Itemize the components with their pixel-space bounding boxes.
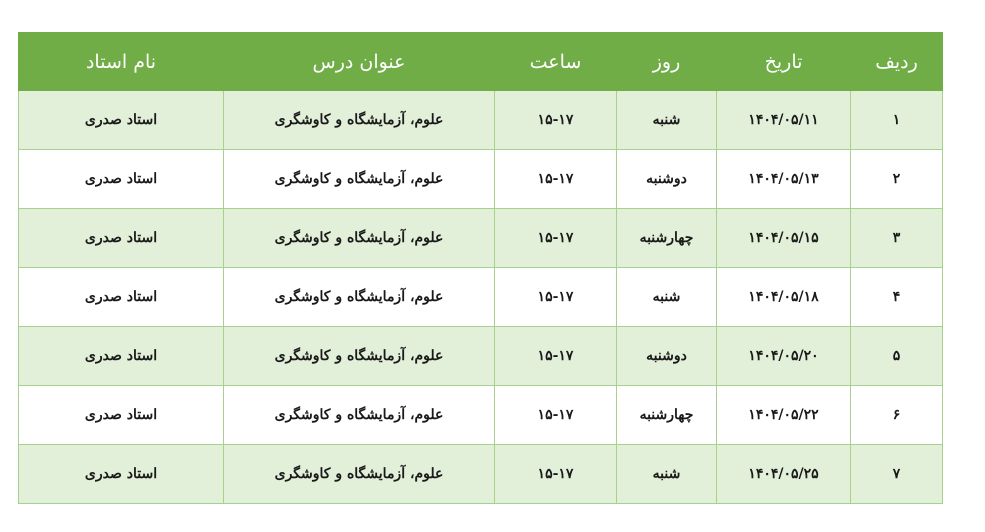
cell-teacher: استاد صدری (19, 386, 224, 445)
cell-course: علوم، آزمایشگاه و کاوشگری (224, 445, 495, 504)
table-row (19, 209, 943, 268)
cell-teacher: استاد صدری (19, 445, 224, 504)
cell-course: علوم، آزمایشگاه و کاوشگری (224, 209, 495, 268)
cell-course: علوم، آزمایشگاه و کاوشگری (224, 268, 495, 327)
header-hours: ساعت (495, 33, 617, 91)
cell-date: ۱۴۰۴/۰۵/۲۰ (717, 327, 851, 386)
cell-hours: ۱۵-۱۷ (495, 209, 617, 268)
cell-teacher: استاد صدری (19, 268, 224, 327)
cell-day: شنبه (617, 445, 717, 504)
cell-hours: ۱۵-۱۷ (495, 91, 617, 150)
cell-date: ۱۴۰۴/۰۵/۱۳ (717, 150, 851, 209)
cell-row-number: ۵ (851, 327, 943, 386)
cell-row-number: ۳ (851, 209, 943, 268)
cell-hours: ۱۵-۱۷ (495, 327, 617, 386)
cell-day: چهارشنبه (617, 386, 717, 445)
cell-course: علوم، آزمایشگاه و کاوشگری (224, 91, 495, 150)
cell-teacher: استاد صدری (19, 327, 224, 386)
cell-hours: ۱۵-۱۷ (495, 386, 617, 445)
cell-date: ۱۴۰۴/۰۵/۱۸ (717, 268, 851, 327)
header-date: تاریخ (717, 33, 851, 91)
cell-date: ۱۴۰۴/۰۵/۲۲ (717, 386, 851, 445)
schedule-table (18, 32, 943, 504)
cell-day: دوشنبه (617, 150, 717, 209)
cell-row-number: ۷ (851, 445, 943, 504)
table-row (19, 150, 943, 209)
cell-row-number: ۶ (851, 386, 943, 445)
cell-teacher: استاد صدری (19, 91, 224, 150)
cell-day: شنبه (617, 268, 717, 327)
cell-day: چهارشنبه (617, 209, 717, 268)
cell-day: دوشنبه (617, 327, 717, 386)
cell-hours: ۱۵-۱۷ (495, 445, 617, 504)
cell-teacher: استاد صدری (19, 150, 224, 209)
header-day: روز (617, 33, 717, 91)
cell-date: ۱۴۰۴/۰۵/۱۱ (717, 91, 851, 150)
cell-hours: ۱۵-۱۷ (495, 268, 617, 327)
table-row (19, 327, 943, 386)
cell-hours: ۱۵-۱۷ (495, 150, 617, 209)
cell-day: شنبه (617, 91, 717, 150)
table-row (19, 386, 943, 445)
cell-course: علوم، آزمایشگاه و کاوشگری (224, 327, 495, 386)
header-teacher: نام استاد (19, 33, 224, 91)
table-row (19, 268, 943, 327)
cell-course: علوم، آزمایشگاه و کاوشگری (224, 386, 495, 445)
header-row-number: ردیف (851, 33, 943, 91)
table-header-row (19, 33, 943, 91)
cell-teacher: استاد صدری (19, 209, 224, 268)
cell-course: علوم، آزمایشگاه و کاوشگری (224, 150, 495, 209)
table-row (19, 445, 943, 504)
cell-date: ۱۴۰۴/۰۵/۱۵ (717, 209, 851, 268)
cell-row-number: ۱ (851, 91, 943, 150)
table-row (19, 91, 943, 150)
cell-row-number: ۲ (851, 150, 943, 209)
cell-date: ۱۴۰۴/۰۵/۲۵ (717, 445, 851, 504)
header-course: عنوان درس (224, 33, 495, 91)
cell-row-number: ۴ (851, 268, 943, 327)
